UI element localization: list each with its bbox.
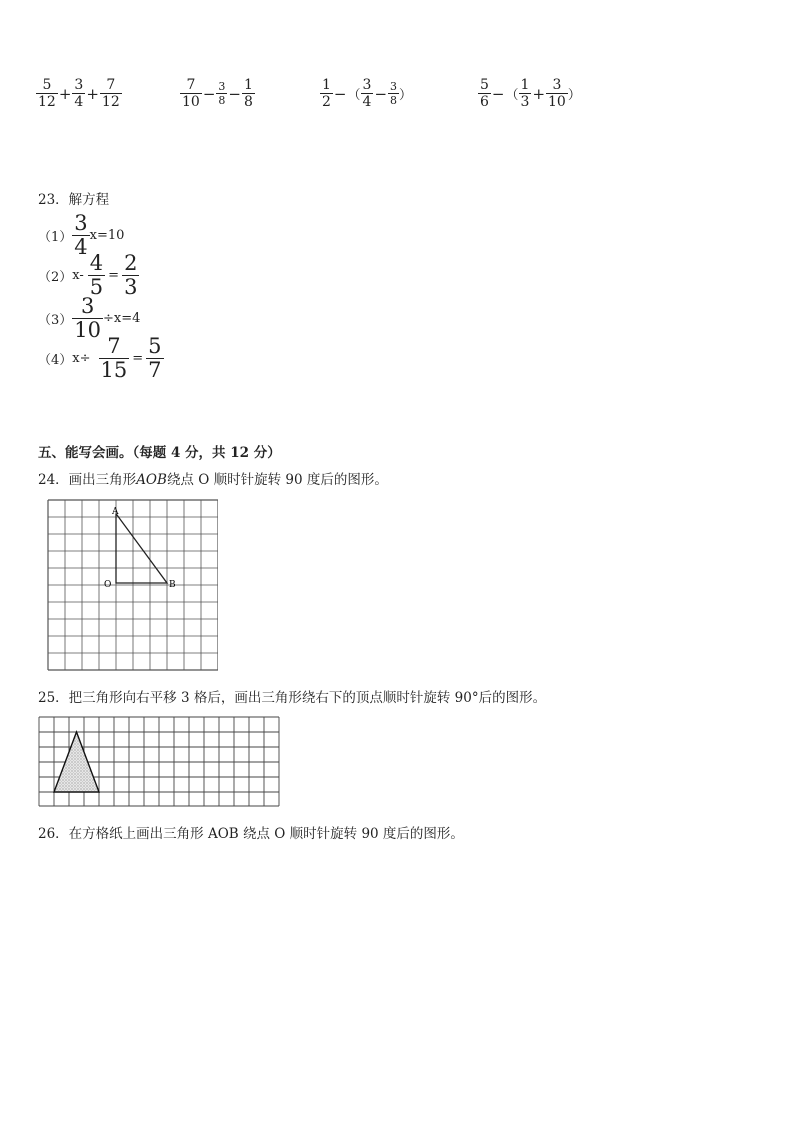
eq3-fraction: [72, 296, 103, 341]
eq2-label: （2）: [38, 270, 73, 285]
fraction: [216, 81, 227, 106]
numerator: 5: [480, 77, 489, 93]
denominator: 12: [101, 94, 120, 110]
denominator: 8: [218, 94, 226, 107]
eq4-fraction-right: [146, 336, 163, 381]
q24-label-b: B: [169, 580, 176, 590]
q23-equation-1: [38, 213, 124, 258]
eq1-rest: x=10: [89, 228, 125, 243]
q24-suffix: 绕点 O 顺时针旋转 90 度后的图形。: [166, 472, 388, 488]
operator: −: [202, 84, 216, 103]
fraction: [180, 78, 202, 109]
numerator: 7: [106, 77, 116, 93]
fraction: [100, 78, 122, 109]
eq1-label: （1）: [38, 230, 73, 245]
eq3-rest: ÷x=4: [103, 311, 141, 326]
eq2-equals: =: [108, 268, 120, 283]
fraction: [478, 78, 491, 109]
eq1-fraction: [72, 213, 89, 258]
eq2-denominator-left: 5: [89, 275, 104, 299]
fraction: [320, 78, 333, 109]
parenthesis: （: [505, 88, 519, 103]
operator: −: [491, 84, 505, 103]
operator: +: [86, 84, 99, 103]
fraction: [72, 78, 85, 109]
fraction: [36, 78, 58, 109]
fraction: [546, 78, 568, 109]
q23-title: 23．解方程: [38, 192, 110, 208]
section5-title: 五、能写会画。（每题 4 分，共 12 分）: [38, 445, 281, 461]
fraction: [361, 78, 374, 109]
numerator: 3: [74, 77, 84, 93]
numerator: 1: [243, 77, 253, 93]
denominator: 2: [322, 94, 331, 110]
arith-expr-1: [36, 78, 122, 109]
numerator: 1: [322, 77, 331, 93]
q25-grid-figure: [38, 716, 280, 808]
arith-expr-3: [320, 78, 412, 109]
denominator: 12: [38, 94, 56, 110]
denominator: 4: [74, 94, 84, 110]
q23-equation-3: [38, 296, 140, 341]
q24-text: [38, 468, 388, 488]
q23-equation-4: [38, 336, 164, 381]
denominator: 10: [548, 94, 566, 110]
numerator: 5: [42, 77, 52, 93]
eq1-denominator: 4: [74, 235, 88, 259]
eq4-equals: =: [132, 351, 144, 366]
eq4-numerator-right: 5: [148, 334, 162, 358]
numerator: 3: [362, 77, 372, 93]
eq1-numerator: 3: [74, 211, 88, 235]
eq3-denominator: 10: [74, 318, 102, 342]
parenthesis: （: [347, 88, 361, 103]
eq2-fraction-left: [88, 253, 105, 298]
denominator: 6: [480, 94, 489, 110]
operator: −: [333, 84, 347, 103]
numerator: 3: [390, 80, 398, 93]
arith-expr-2: [180, 78, 255, 109]
q24-triangle-aob: [116, 514, 167, 583]
q23-equation-2: [38, 253, 139, 298]
q24-label-o: O: [104, 580, 112, 590]
numerator: 1: [520, 77, 530, 93]
q25-text: 25．把三角形向右平移 3 格后，画出三角形绕右下的顶点顺时针旋转 90°后的图形。: [38, 690, 547, 706]
eq2-numerator-right: 2: [124, 251, 138, 275]
eq4-label: （4）: [38, 353, 73, 368]
numerator: 7: [186, 77, 196, 93]
eq2-pre: x-: [72, 268, 84, 283]
eq2-denominator-right: 3: [124, 275, 138, 299]
eq4-denominator-left: 15: [100, 358, 128, 382]
parenthesis: ）: [567, 88, 581, 103]
numerator: 3: [552, 77, 562, 93]
operator: −: [228, 84, 241, 103]
q24-grid-lines: [48, 500, 218, 670]
eq2-fraction-right: [122, 253, 139, 298]
denominator: 4: [362, 94, 372, 110]
denominator: 8: [390, 94, 398, 107]
q24-prefix: 24．画出三角形: [38, 472, 137, 488]
fraction: [242, 78, 255, 109]
eq2-numerator-left: 4: [89, 251, 104, 275]
fraction: [519, 78, 532, 109]
eq4-fraction-left: [99, 336, 130, 381]
q24-triangle-name: AOB: [136, 472, 167, 488]
operator: +: [58, 84, 72, 103]
operator: −: [374, 84, 388, 103]
denominator: 10: [182, 94, 200, 110]
eq3-numerator: 3: [80, 294, 95, 318]
eq4-denominator-right: 7: [148, 358, 162, 382]
q24-grid-figure: [46, 498, 218, 671]
fraction: [388, 81, 399, 106]
arith-expr-4: [478, 78, 581, 109]
eq3-label: （3）: [38, 313, 73, 328]
denominator: 3: [520, 94, 530, 110]
eq4-pre: x÷: [72, 351, 91, 366]
eq4-numerator-left: 7: [107, 334, 121, 358]
q26-text: 26．在方格纸上画出三角形 AOB 绕点 O 顺时针旋转 90 度后的图形。: [38, 826, 464, 842]
q24-label-a: A: [112, 507, 119, 517]
denominator: 8: [243, 94, 253, 110]
numerator: 3: [218, 80, 226, 93]
operator: +: [532, 84, 546, 103]
parenthesis: ）: [399, 88, 413, 103]
